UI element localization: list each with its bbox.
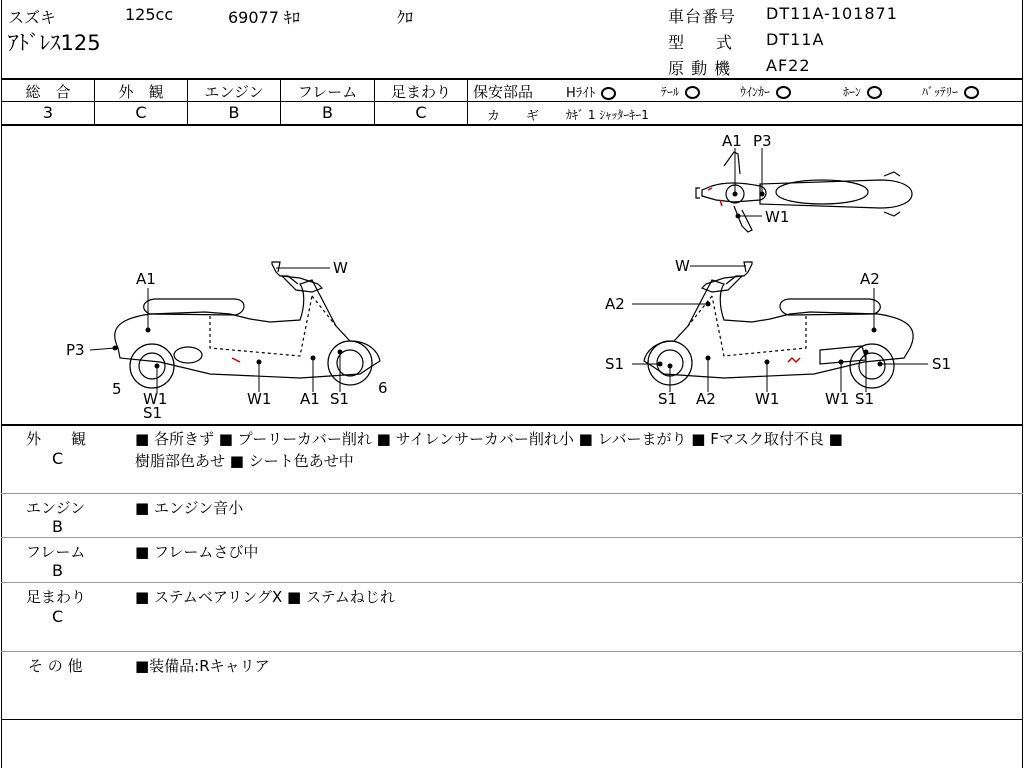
ok-circle-icon bbox=[964, 86, 979, 99]
scooter-diagram-svg bbox=[0, 126, 1024, 424]
left-mirror bbox=[272, 262, 298, 284]
key-value: ｶｷﾞ 1 ｼｬｯﾀｰｷｰ1 bbox=[566, 108, 649, 122]
battery-label: ﾊﾞｯﾃﾘｰ bbox=[922, 85, 959, 99]
ok-circle-icon bbox=[776, 86, 791, 99]
ok-circle-icon bbox=[867, 86, 882, 99]
exterior-grade: C bbox=[135, 103, 147, 122]
label-w1-top: W1 bbox=[765, 208, 790, 226]
label-a2-right-3: A2 bbox=[696, 390, 716, 408]
top-headlight bbox=[696, 188, 700, 198]
label-a1-top: A1 bbox=[722, 132, 742, 150]
label-w1-left-1: W1 bbox=[143, 390, 168, 408]
remark-frame-line1: ■ フレームさび中 bbox=[135, 543, 259, 561]
remark-frame-grade: B bbox=[52, 561, 63, 580]
right-mirror bbox=[726, 262, 752, 284]
frame-grade: B bbox=[322, 103, 333, 122]
mileage: 69077 ｷﾛ bbox=[228, 8, 300, 27]
left-leg-line bbox=[312, 296, 336, 326]
label-w-right: W bbox=[675, 257, 690, 275]
engine-type-label: 原 動 機 bbox=[668, 59, 732, 78]
label-s1-right-2: S1 bbox=[658, 390, 678, 408]
rule-remarks-1 bbox=[1, 493, 1023, 494]
engine-label: エンジン bbox=[204, 83, 264, 101]
label-a2-right-1: A2 bbox=[605, 295, 625, 313]
label-a1-left-2: A1 bbox=[300, 390, 320, 408]
col-sep-5 bbox=[467, 79, 468, 125]
remark-engine-grade: B bbox=[52, 517, 63, 536]
left-silencer bbox=[174, 347, 202, 363]
label-s1-right-4: S1 bbox=[932, 355, 952, 373]
maker: スズキ bbox=[8, 8, 57, 27]
remark-engine-line1: ■ エンジン音小 bbox=[135, 499, 244, 517]
label-a2-right-2: A2 bbox=[860, 270, 880, 288]
model-name: ｱﾄﾞﾚｽ125 bbox=[8, 31, 101, 55]
label-a1-left: A1 bbox=[136, 270, 156, 288]
tail-label: ﾃｰﾙ bbox=[661, 85, 680, 99]
displacement: 125cc bbox=[125, 5, 174, 24]
scooter-top-view bbox=[696, 152, 912, 232]
label-w1-right-2: W1 bbox=[825, 390, 850, 408]
winker-status bbox=[740, 83, 791, 100]
remark-engine-label: エンジン bbox=[26, 499, 86, 517]
rule-safety-mid bbox=[467, 101, 1023, 102]
label-s1-right-3: S1 bbox=[855, 390, 875, 408]
remark-suspension-label: 足まわり bbox=[26, 588, 87, 606]
remark-exterior-grade: C bbox=[52, 449, 64, 468]
left-leaders bbox=[90, 268, 342, 394]
ok-circle-icon bbox=[685, 86, 700, 99]
right-panel-line bbox=[712, 296, 806, 356]
label-5: 5 bbox=[112, 380, 122, 398]
frame-no-label: 車台番号 bbox=[668, 7, 737, 26]
overall-label: 総 合 bbox=[25, 83, 71, 101]
right-damage-mark bbox=[788, 358, 800, 362]
type-label: 型 式 bbox=[668, 33, 733, 52]
key-label: カ ギ bbox=[487, 109, 540, 124]
label-w1-left-2: W1 bbox=[247, 390, 272, 408]
label-p3-top: P3 bbox=[753, 132, 772, 150]
left-damage-mark bbox=[232, 358, 240, 362]
frame-no: DT11A-101871 bbox=[766, 4, 898, 23]
remark-suspension-grade: C bbox=[52, 607, 64, 626]
right-rear-wheel bbox=[850, 344, 894, 388]
top-rear-right bbox=[884, 212, 900, 216]
top-rear-left bbox=[884, 172, 900, 176]
remark-exterior-line2: 樹脂部色あせ ■ シート色あせ中 bbox=[135, 452, 354, 470]
rule-remarks-top bbox=[1, 424, 1023, 426]
remark-other-line1: ■装備品:Rキャリア bbox=[135, 657, 270, 675]
rule-remarks-2 bbox=[1, 537, 1023, 538]
rule-remarks-3 bbox=[1, 582, 1023, 583]
damage-diagram bbox=[0, 126, 1024, 424]
remark-other-label: そ の 他 bbox=[28, 657, 83, 675]
top-handlebar-left bbox=[724, 152, 740, 174]
rule-remarks-bottom bbox=[1, 719, 1023, 720]
type-value: DT11A bbox=[766, 30, 825, 49]
exterior-label: 外 観 bbox=[118, 83, 164, 101]
winker-label: ｳｲﾝｶｰ bbox=[740, 85, 771, 99]
label-p3-left: P3 bbox=[66, 341, 85, 359]
remark-exterior-label: 外 観 bbox=[26, 430, 87, 448]
remark-suspension-line1: ■ ステムベアリングX ■ ステムねじれ bbox=[135, 588, 395, 606]
horn-label: ﾎｰﾝ bbox=[843, 85, 862, 99]
suspension-label: 足まわり bbox=[390, 83, 451, 101]
label-s1-left-1: S1 bbox=[143, 404, 163, 422]
label-s1-right-1: S1 bbox=[605, 355, 625, 373]
right-leg-line bbox=[688, 296, 712, 326]
remark-exterior-line1: ■ 各所きず ■ プーリーカバー削れ ■ サイレンサーカバー削れ小 ■ レバーまがり ■ Fマスク取付不良 ■ bbox=[135, 430, 843, 448]
label-s1-left-2: S1 bbox=[330, 390, 350, 408]
rule-grade-top bbox=[1, 78, 1023, 80]
horn-status bbox=[843, 83, 882, 100]
label-w1-right-1: W1 bbox=[755, 390, 780, 408]
ok-circle-icon bbox=[601, 87, 616, 100]
rule-remarks-4 bbox=[1, 651, 1023, 652]
suspension-grade: C bbox=[415, 103, 427, 122]
overall-grade: 3 bbox=[42, 103, 54, 122]
left-front-wheel bbox=[328, 341, 372, 385]
remark-frame-label: フレーム bbox=[26, 543, 86, 561]
battery-status bbox=[922, 83, 979, 100]
headlight-status bbox=[566, 82, 616, 101]
left-rear-wheel bbox=[130, 344, 174, 388]
engine-type: AF22 bbox=[766, 56, 811, 75]
tail-status bbox=[661, 83, 700, 100]
top-handlebar-right bbox=[734, 206, 752, 232]
headlight-label: Hﾗｲﾄ bbox=[566, 86, 596, 101]
label-w-left: W bbox=[333, 259, 348, 277]
engine-grade: B bbox=[228, 103, 240, 122]
label-6: 6 bbox=[378, 379, 388, 397]
left-rear-hub bbox=[139, 353, 165, 379]
right-leaders bbox=[632, 266, 928, 392]
top-damage-mark-1 bbox=[708, 188, 712, 190]
frame-label: フレーム bbox=[297, 83, 358, 101]
color: ｸﾛ bbox=[397, 8, 414, 27]
top-seat bbox=[776, 180, 868, 204]
safety-label: 保安部品 bbox=[473, 83, 534, 101]
left-panel-line bbox=[210, 296, 312, 356]
